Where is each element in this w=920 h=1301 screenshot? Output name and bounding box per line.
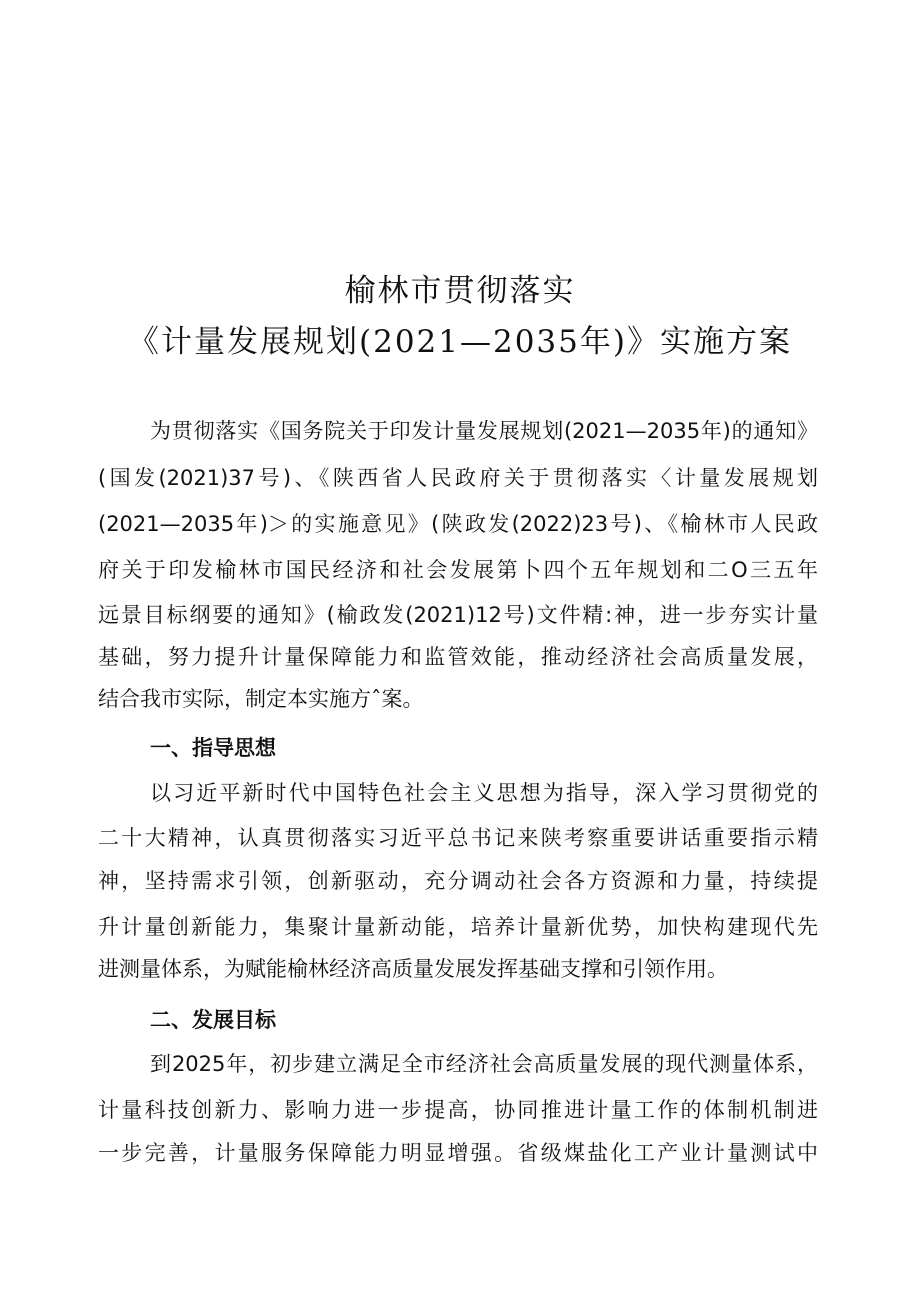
section-heading-development-goals: 二、发展目标: [150, 1008, 276, 1032]
document-title-line-1: 榆林市贯彻落实: [344, 273, 576, 309]
section-1-line: 二十大精神，认真贯彻落实习近平总书记来陕考察重要讲话重要指示精: [98, 826, 818, 850]
intro-line: 远景目标纲要的通知》(榆政发(2021)12号)文件精:神，进一步夯实计量: [98, 603, 818, 627]
section-heading-guiding-ideology: 一、指导思想: [150, 736, 276, 760]
section-1-line: 升计量创新能力，集聚计量新动能，培养计量新优势，加快构建现代先: [98, 915, 818, 939]
intro-line: 府关于印发榆林市国民经济和社会发展第卜四个五年规划和二O三五年: [98, 558, 818, 582]
section-2-line: 计量科技创新力、影响力进一步提高，协同推进计量工作的体制机制进: [98, 1098, 818, 1122]
section-2-line: 到2025年，初步建立满足全市经济社会高质量发展的现代测量体系，: [150, 1052, 818, 1076]
intro-line: 基础，努力提升计量保障能力和监管效能，推动经济社会高质量发展，: [98, 645, 818, 669]
intro-line: (国发(2021)37号)、《陕西省人民政府关于贯彻落实〈计量发展规划: [98, 466, 818, 490]
intro-line: 结合我市实际，制定本实施方ˆ案。: [98, 687, 424, 711]
section-1-line: 以习近平新时代中国特色社会主义思想为指导，深入学习贯彻党的: [150, 781, 818, 805]
section-1-line: 进测量体系，为赋能榆林经济高质量发展发挥基础支撑和引领作用。: [98, 957, 728, 981]
section-1-line: 神，坚持需求引领，创新驱动，充分调动社会各方资源和力量，持续提: [98, 869, 818, 893]
intro-line: (2021—2035年)＞的实施意见》(陕政发(2022)23号)、《榆林市人民政: [98, 512, 818, 536]
intro-line: 为贯彻落实《国务院关于印发计量发展规划(2021—2035年)的通知》: [150, 419, 818, 443]
document-title-line-2: 《计量发展规划(2021—2035年)》实施方案: [128, 324, 792, 360]
section-2-line: 一步完善，计量服务保障能力明显增强。省级煤盐化工产业计量测试中: [98, 1141, 818, 1165]
